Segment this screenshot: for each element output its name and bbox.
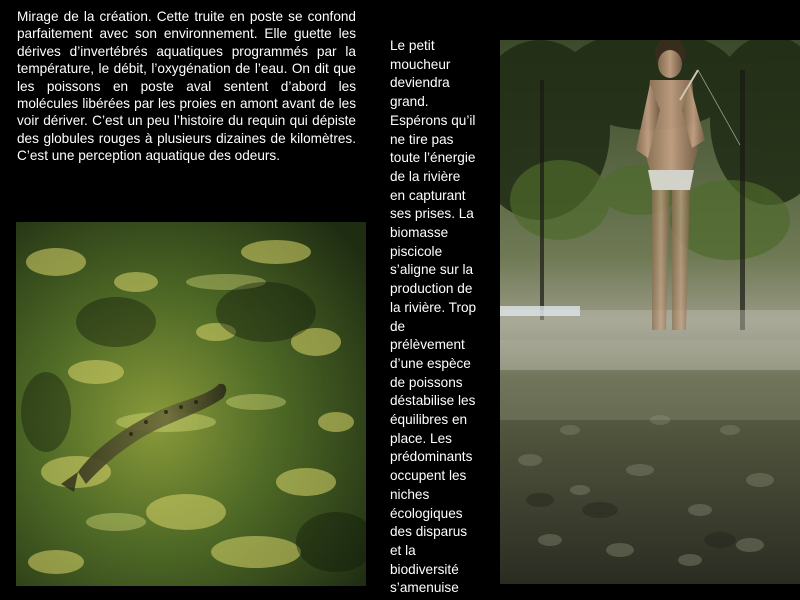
- trout-underwater-photo: [16, 222, 366, 586]
- young-fisher-photo: [500, 40, 800, 584]
- young-fisher-caption: Le petit moucheur deviendra grand. Espérons qu’il ne tire pas toute l’énergie de la rivière en capturant ses prises. La biomasse piscicole s’aligne sur la production de la rivière. Trop de prélèvement d’une espèce de poissons déstabilise les équilibres en place. Les prédominants occupent les niches écologiques des disparus et la biodiversité s’amenuise: [390, 38, 477, 596]
- trout-image: [16, 222, 366, 586]
- trout-caption: Mirage de la création. Cette truite en poste se confond parfaitement avec son environnement. Elle guette les dérives d’invertébrés aquatiques programmés par la température, le débit, l’oxygénation de l’eau. On dit que les poissons en poste aval sentent d’abord les molécules libérées par les proies en amont avant de les voir dériver. C’est un peu l’histoire du requin qui dépiste des globules rouges à plusieurs dizaines de kilomètres. C’est une perception aquatique des odeurs.: [17, 9, 356, 164]
- young-fisher-image: [500, 40, 800, 584]
